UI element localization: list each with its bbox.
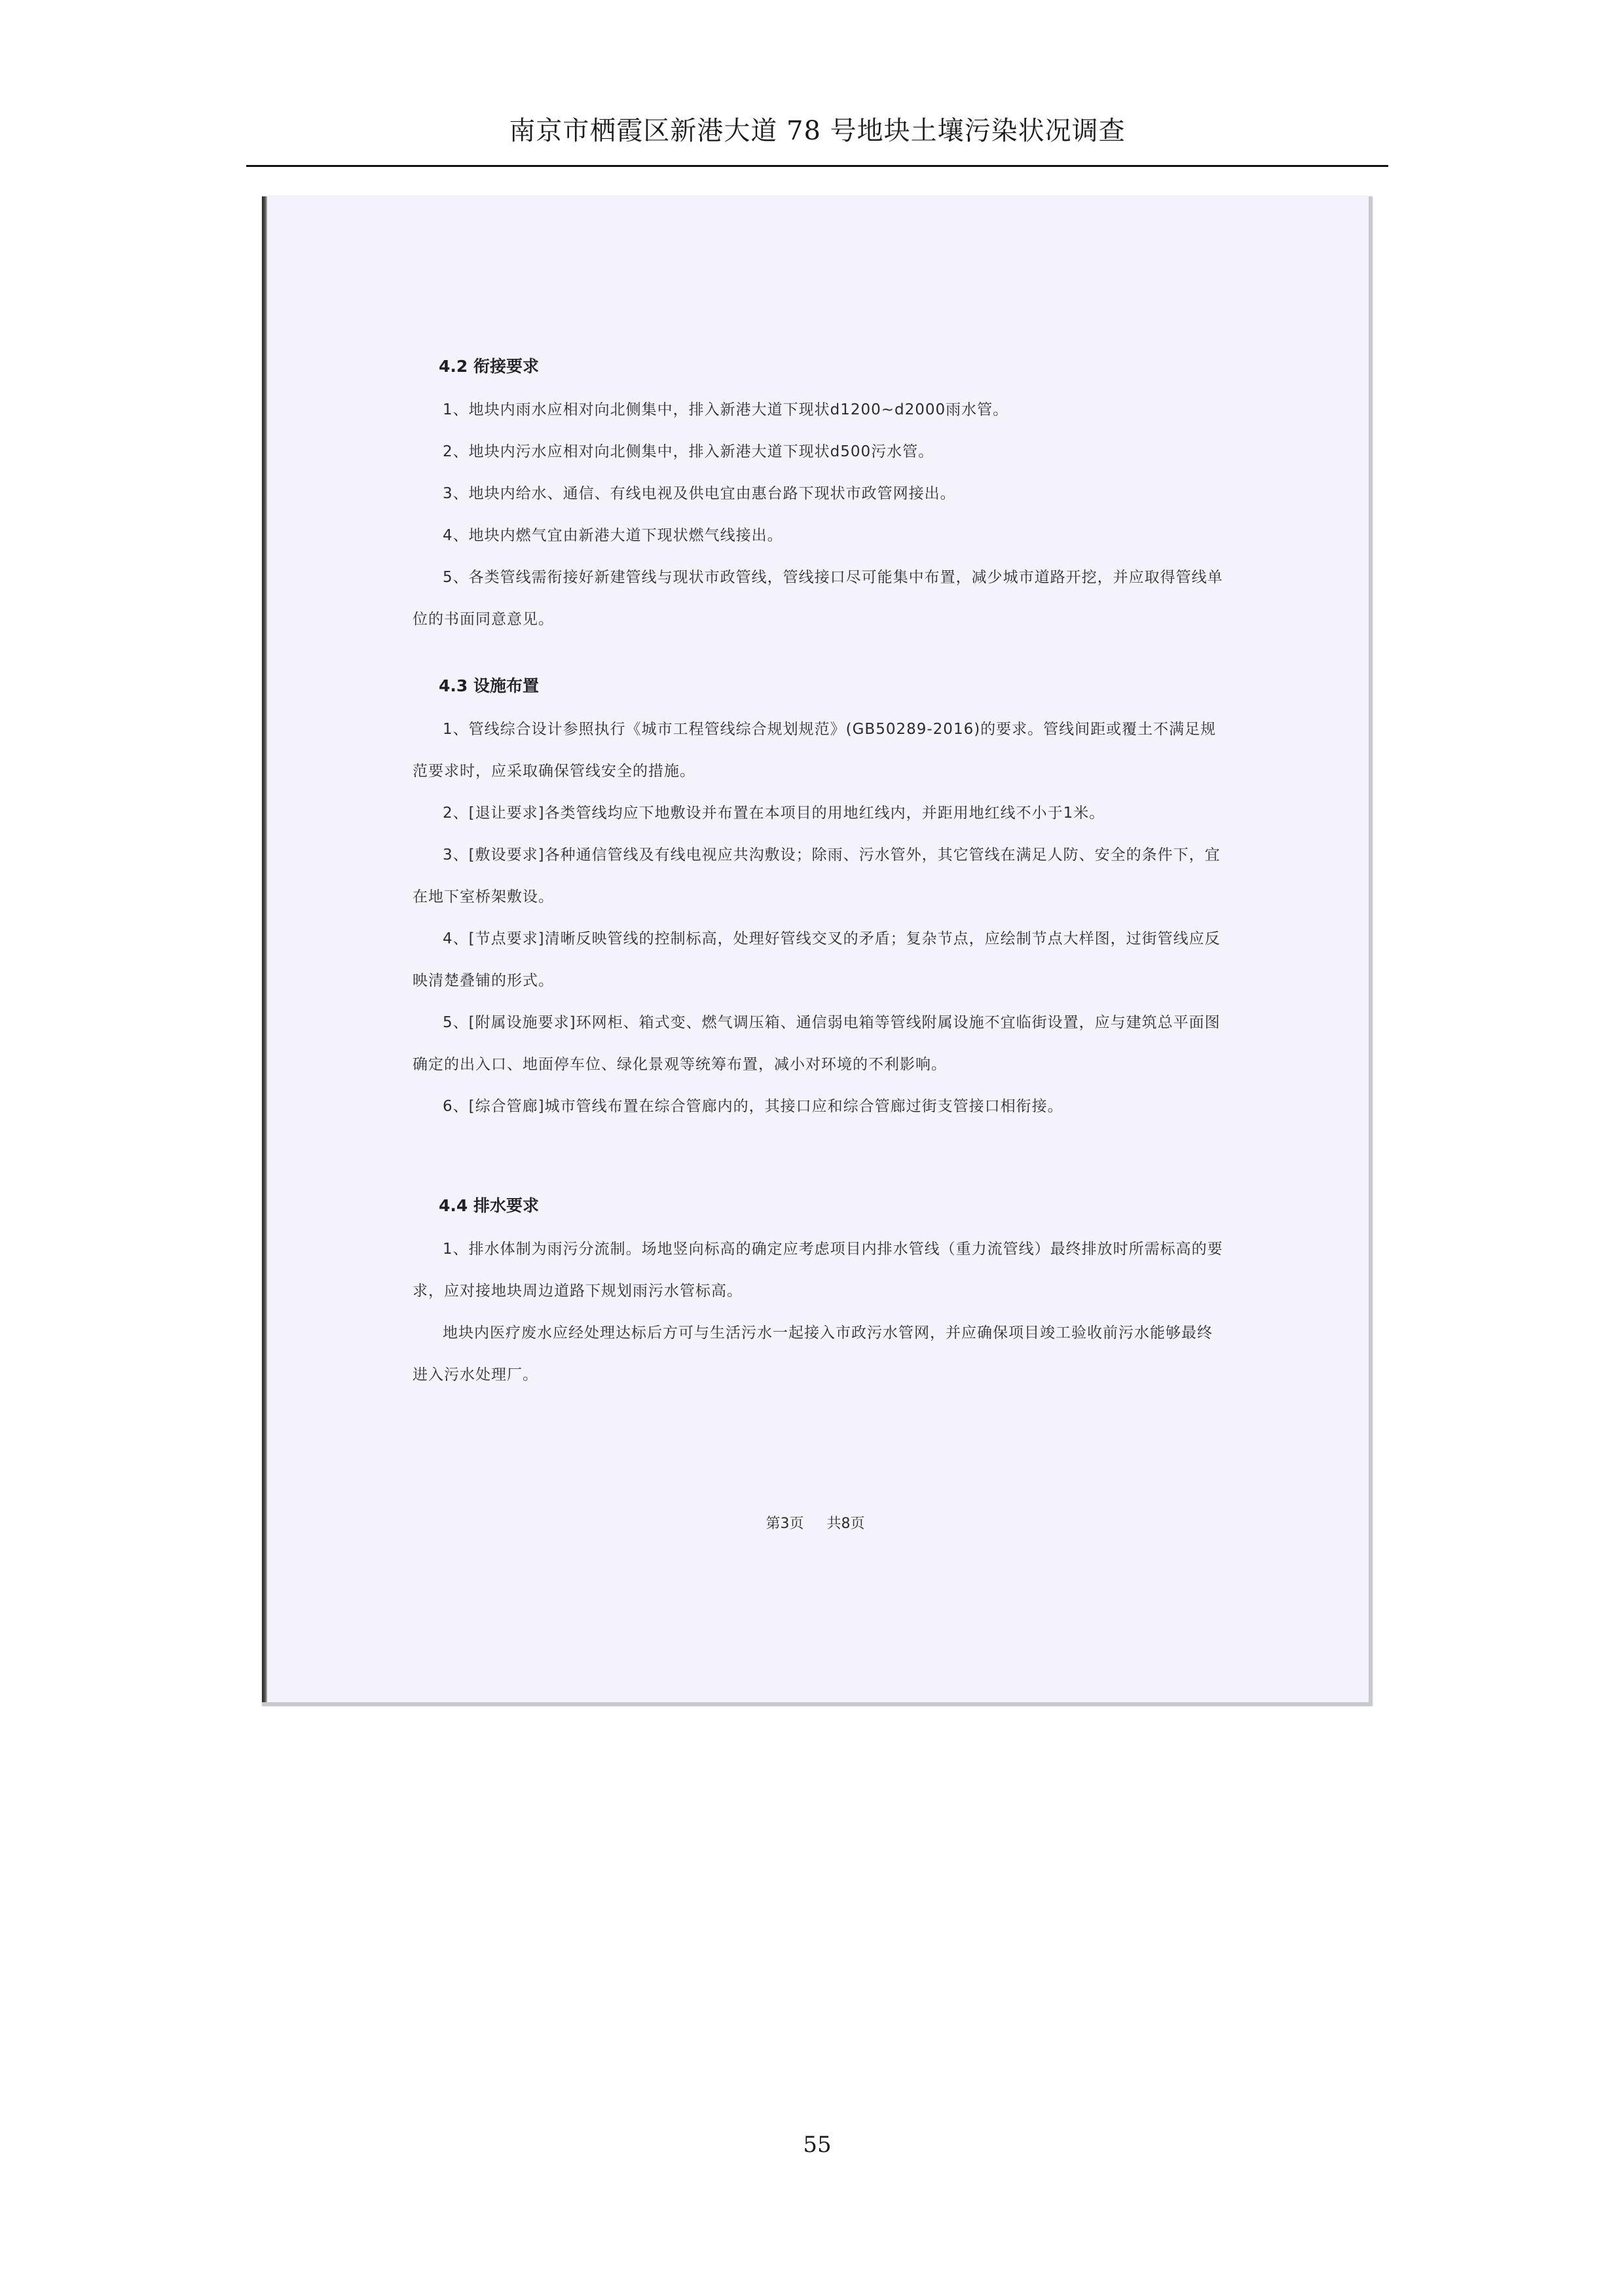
running-header: 南京市栖霞区新港大道 78 号地块土壤污染状况调查 — [509, 116, 1126, 146]
paragraph: 1、排水体制为雨污分流制。场地竖向标高的确定应考虑项目内排水管线（重力流管线）最终排放时所需标高的要求，应对接地块周边道路下规划雨污水管标高。 — [413, 1241, 1223, 1300]
paragraph: 1、地块内雨水应相对向北侧集中，排入新港大道下现状d1200~d2000雨水管。 — [443, 401, 1009, 418]
page-number: 55 — [803, 2132, 832, 2158]
paragraph: 1、管线综合设计参照执行《城市工程管线综合规划规范》(GB50289-2016)的要求。管线间距或覆土不满足规范要求时，应采取确保管线安全的措施。 — [413, 721, 1217, 780]
scanned-content — [413, 354, 1225, 1429]
section-title: 4.2 衔接要求 — [439, 357, 539, 376]
paragraph: 6、[综合管廊]城市管线布置在综合管廊内的，其接口应和综合管廊过街支管接口相衔接。 — [443, 1098, 1063, 1115]
section-4-4 — [413, 1193, 1225, 1396]
paragraph: 5、各类管线需衔接好新建管线与现状市政管线，管线接口尽可能集中布置，减少城市道路开挖，并应取得管线单位的书面同意意见。 — [413, 569, 1223, 628]
paragraph: 3、地块内给水、通信、有线电视及供电宜由惠台路下现状市政管网接出。 — [443, 485, 956, 502]
scan-page-current: 第3页 — [766, 1516, 804, 1532]
section-4-2 — [413, 354, 1225, 640]
paragraph: 5、[附属设施要求]环网柜、箱式变、燃气调压箱、通信弱电箱等管线附属设施不宜临街设置，应与建筑总平面图确定的出入口、地面停车位、绿化景观等统筹布置，减小对环境的不利影响。 — [413, 1014, 1221, 1073]
paragraph: 4、地块内燃气宜由新港大道下现状燃气线接出。 — [443, 527, 783, 544]
paragraph: 4、[节点要求]清晰反映管线的控制标高，处理好管线交叉的矛盾；复杂节点，应绘制节点大样图，过街管线应反映清楚叠铺的形式。 — [413, 930, 1221, 989]
section-gap — [413, 1160, 1225, 1193]
scanned-page-image — [262, 196, 1373, 1706]
paragraph: 2、[退让要求]各类管线均应下地敷设并布置在本项目的用地红线内，并距用地红线不小于1米。 — [443, 805, 1105, 822]
scan-page-footer — [262, 1512, 1369, 1533]
paragraph: 地块内医疗废水应经处理达标后方可与生活污水一起接入市政污水管网，并应确保项目竣工验收前污水能够最终进入污水处理厂。 — [413, 1324, 1213, 1383]
section-4-3 — [413, 673, 1225, 1127]
header-rule — [246, 165, 1388, 167]
scan-page-total: 共8页 — [826, 1516, 865, 1532]
section-title: 4.4 排水要求 — [439, 1196, 539, 1215]
section-title: 4.3 设施布置 — [439, 676, 539, 695]
paragraph: 2、地块内污水应相对向北侧集中，排入新港大道下现状d500污水管。 — [443, 443, 934, 460]
paragraph: 3、[敷设要求]各种通信管线及有线电视应共沟敷设；除雨、污水管外，其它管线在满足人防、安全的条件下，宜在地下室桥架敷设。 — [413, 847, 1221, 905]
scan-binding-edge — [262, 196, 267, 1702]
